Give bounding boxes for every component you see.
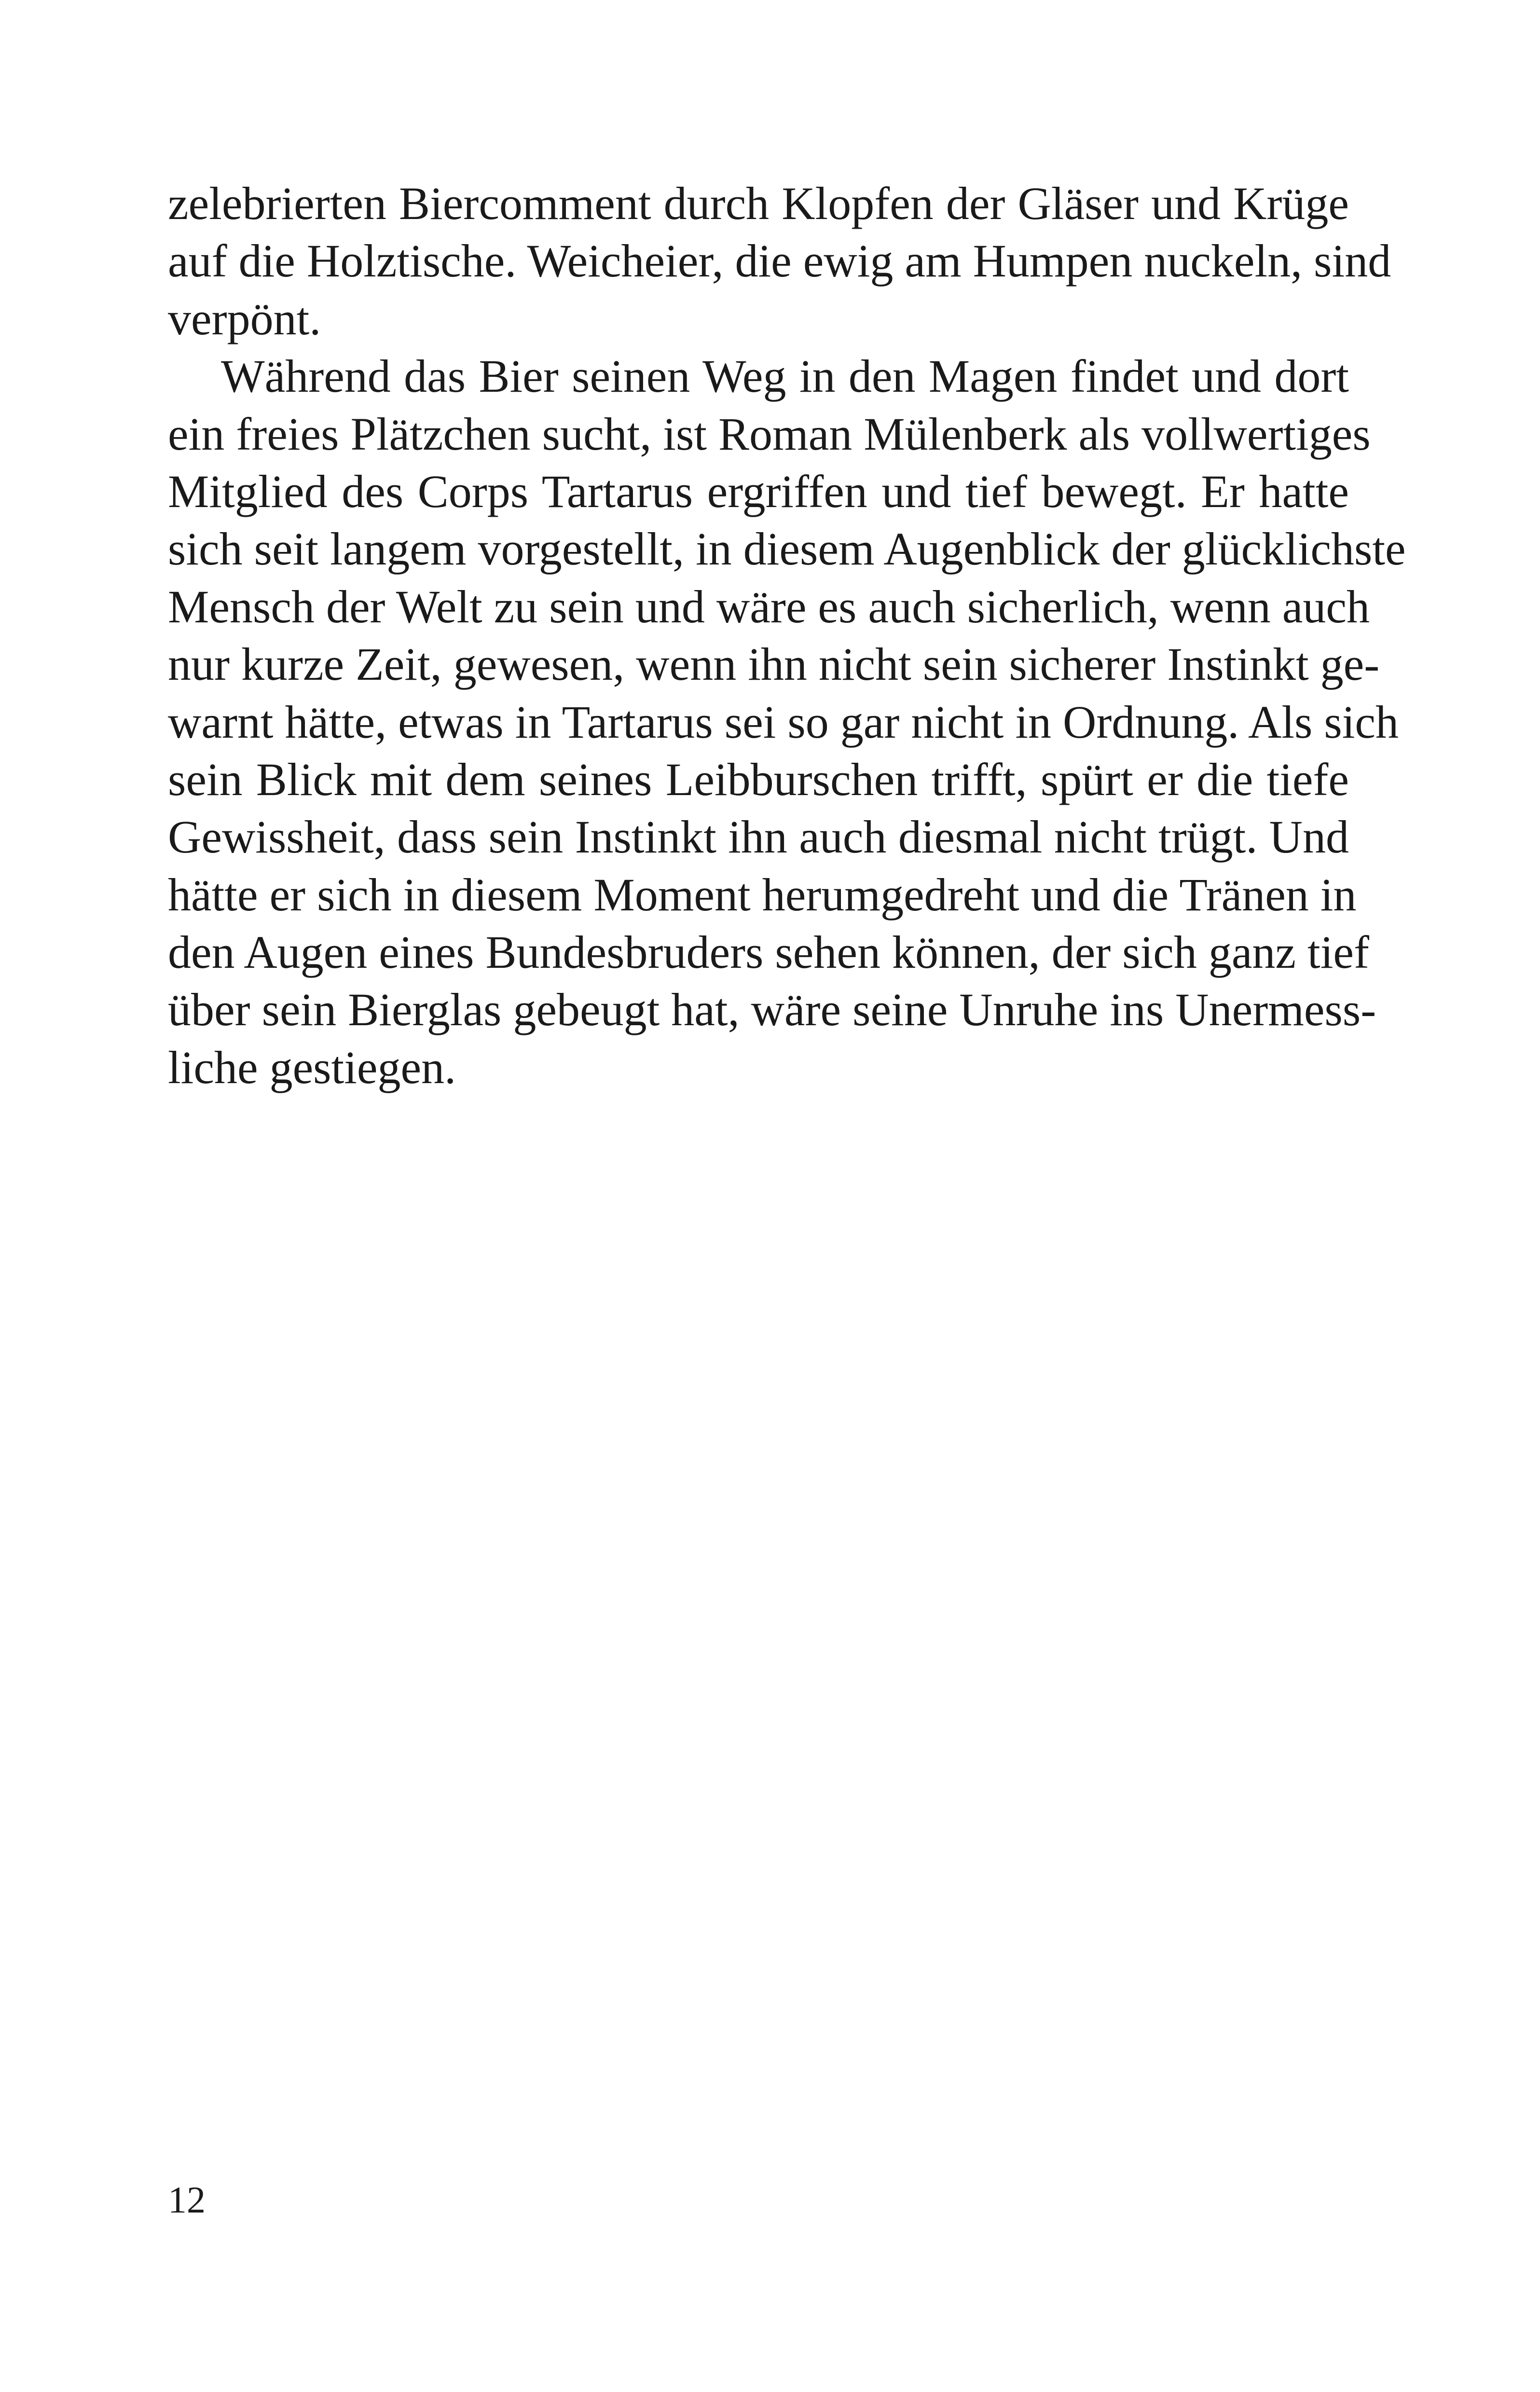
text-line: sein Blick mit dem seines Leibburschen trifft, spürt er die tiefe	[168, 753, 1349, 805]
text-line: den Augen eines Bundesbruders sehen können, der sich ganz tief	[168, 926, 1369, 978]
text-line: ein freies Plätzchen sucht, ist Roman Mülenberk als vollwertiges	[168, 408, 1371, 460]
text-line: Mitglied des Corps Tartarus ergriffen und tief bewegt. Er hatte	[168, 465, 1349, 517]
text-line: hätte er sich in diesem Moment herumgedreht und die Tränen in	[168, 868, 1357, 921]
paragraph-2	[168, 347, 1406, 1096]
text-line: zelebrierten Biercomment durch Klopfen der Gläser und Krüge	[168, 178, 1349, 229]
page-number: 12	[168, 2179, 206, 2221]
text-line: Gewissheit, dass sein Instinkt ihn auch diesmal nicht trügt. Und	[168, 811, 1349, 863]
text-line: warnt hätte, etwas in Tartarus sei so gar nicht in Ordnung. Als sich	[168, 696, 1399, 748]
text-line: über sein Bierglas gebeugt hat, wäre seine Unruhe ins Unermess-	[168, 984, 1376, 1036]
text-line: verpönt.	[168, 292, 321, 344]
text-line: auf die Holztische. Weicheier, die ewig am Humpen nuckeln, sind	[168, 235, 1391, 287]
text-line: Während das Bier seinen Weg in den Magen findet und dort	[221, 350, 1349, 402]
text-line: sich seit langem vorgestellt, in diesem Augenblick der glücklichste	[168, 523, 1406, 575]
body-text	[168, 175, 1406, 1096]
paragraph-1	[168, 175, 1391, 347]
text-line: Mensch der Welt zu sein und wäre es auch sicherlich, wenn auch	[168, 580, 1370, 632]
text-line: liche gestiegen.	[168, 1041, 456, 1093]
text-line: nur kurze Zeit, gewesen, wenn ihn nicht sein sicherer Instinkt ge-	[168, 638, 1380, 690]
